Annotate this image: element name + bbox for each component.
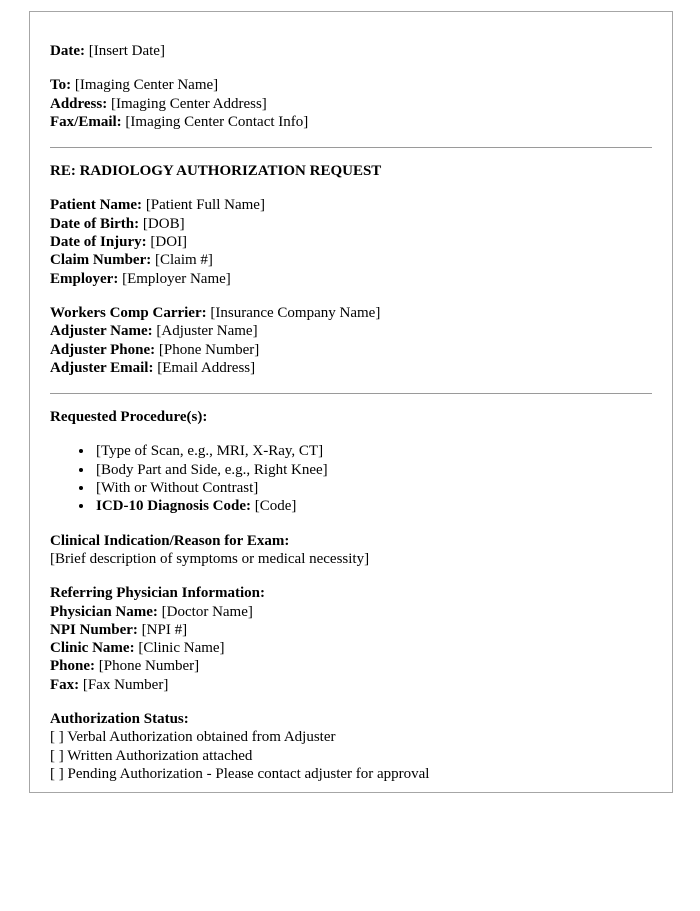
field-label: ICD-10 Diagnosis Code: (96, 498, 252, 515)
field-label: Physician Name: (50, 603, 158, 620)
field-value: [DOI] (150, 234, 188, 251)
field-label: Fax: (50, 676, 80, 693)
adjuster-email-row (50, 359, 652, 377)
field-label: Employer: (50, 270, 119, 287)
date-row (50, 42, 652, 60)
authorization-option-written (50, 747, 652, 765)
field-value: [NPI #] (141, 621, 188, 638)
procedure-item (94, 479, 652, 497)
carrier-block (50, 304, 652, 377)
field-label: Fax/Email: (50, 113, 122, 130)
field-value: [Imaging Center Contact Info] (125, 113, 309, 130)
section-divider (50, 147, 652, 148)
field-value: [With or Without Contrast] (96, 480, 259, 497)
field-label: Adjuster Name: (50, 323, 153, 340)
field-label: Phone: (50, 658, 95, 675)
field-value: [Insert Date] (88, 43, 165, 59)
field-value: [Doctor Name] (161, 603, 253, 620)
field-label: Workers Comp Carrier: (50, 304, 207, 321)
procedures-heading: Requested Procedure(s): (50, 409, 208, 426)
field-value: [DOB] (142, 215, 185, 232)
physician-phone-row (50, 657, 652, 675)
field-value: [Phone Number] (158, 341, 260, 358)
checkbox-label: Pending Authorization - Please contact adjuster for approval (67, 765, 430, 782)
field-value: [Imaging Center Name] (74, 77, 219, 94)
adjuster-phone-row (50, 341, 652, 359)
recipient-block (50, 76, 652, 131)
field-label: Address: (50, 95, 108, 112)
field-value: [Imaging Center Address] (110, 95, 267, 112)
checkbox-marker: [ ] (50, 729, 64, 746)
field-label: To: (50, 77, 72, 94)
field-label: Adjuster Phone: (50, 341, 156, 358)
physician-heading: Referring Physician Information: (50, 585, 265, 602)
section-divider (50, 393, 652, 394)
document-page (29, 11, 673, 793)
npi-number-row (50, 621, 652, 639)
physician-block (50, 584, 652, 694)
field-value: [Claim #] (155, 252, 213, 269)
field-value: [Clinic Name] (138, 640, 225, 657)
field-label: Claim Number: (50, 252, 152, 269)
date-of-birth-row (50, 215, 652, 233)
field-label: Date: (50, 43, 85, 59)
field-label: Date of Birth: (50, 215, 140, 232)
to-row (50, 76, 652, 94)
clinic-name-row (50, 639, 652, 657)
field-value: [Adjuster Name] (156, 323, 258, 340)
address-row (50, 95, 652, 113)
field-label: NPI Number: (50, 621, 138, 638)
field-value: [Email Address] (157, 359, 256, 376)
workers-comp-carrier-row (50, 304, 652, 322)
procedure-item-icd10 (94, 497, 652, 515)
clinical-heading: Clinical Indication/Reason for Exam: (50, 532, 290, 549)
clinical-block (50, 532, 652, 569)
physician-fax-row (50, 676, 652, 694)
patient-block (50, 196, 652, 287)
checkbox-label: Verbal Authorization obtained from Adjuster (67, 729, 336, 746)
field-value: [Insurance Company Name] (210, 304, 381, 321)
claim-number-row (50, 251, 652, 269)
procedure-item (94, 461, 652, 479)
authorization-option-pending (50, 765, 652, 783)
procedures-list (50, 442, 652, 515)
field-value: [Code] (254, 498, 297, 515)
employer-row (50, 270, 652, 288)
date-block (50, 42, 652, 60)
field-value: [Phone Number] (98, 658, 200, 675)
subject-heading: RE: RADIOLOGY AUTHORIZATION REQUEST (50, 163, 382, 180)
adjuster-name-row (50, 322, 652, 340)
authorization-option-verbal (50, 728, 652, 746)
clinical-description: [Brief description of symptoms or medical necessity] (50, 550, 370, 567)
field-label: Date of Injury: (50, 234, 147, 251)
authorization-heading: Authorization Status: (50, 711, 189, 728)
checkbox-marker: [ ] (50, 765, 64, 782)
checkbox-label: Written Authorization attached (67, 747, 253, 764)
procedure-item (94, 442, 652, 460)
field-label: Adjuster Email: (50, 359, 154, 376)
field-value: [Fax Number] (82, 676, 169, 693)
field-value: [Body Part and Side, e.g., Right Knee] (96, 461, 328, 478)
field-value: [Type of Scan, e.g., MRI, X-Ray, CT] (96, 443, 324, 460)
field-label: Patient Name: (50, 197, 143, 214)
authorization-block (50, 710, 652, 783)
date-of-injury-row (50, 233, 652, 251)
patient-name-row (50, 196, 652, 214)
checkbox-marker: [ ] (50, 747, 64, 764)
field-label: Clinic Name: (50, 640, 135, 657)
physician-name-row (50, 603, 652, 621)
field-value: [Employer Name] (122, 270, 231, 287)
fax-email-row (50, 113, 652, 131)
field-value: [Patient Full Name] (145, 197, 265, 214)
